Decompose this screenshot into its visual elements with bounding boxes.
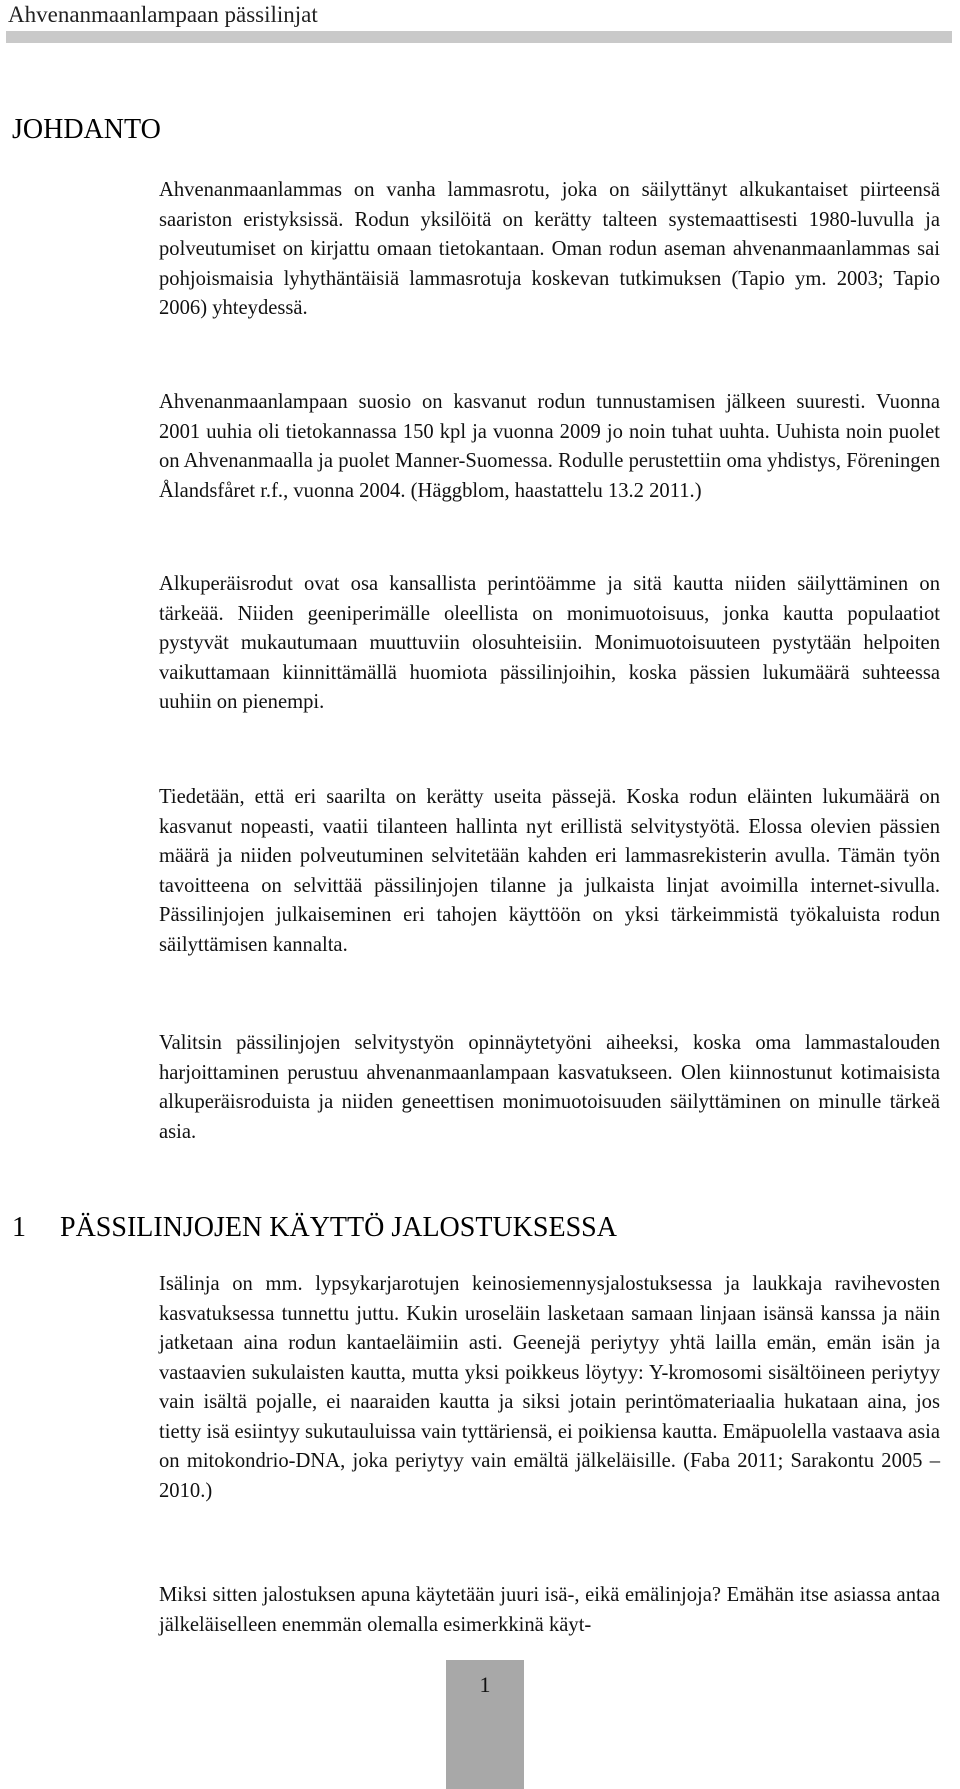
intro-paragraph-5: Valitsin pässilinjojen selvitystyön opinnäytetyöni aiheeksi, koska oma lammastalouden harjoittaminen perustuu ahvenanmaanlampaan kasvatukseen. Olen kiinnostunut kotimaisista alkuperäisroduista ja niiden geneettisen monimuotoisuuden säilyttäminen on minulle tärkeä asia. bbox=[159, 1032, 940, 1143]
page-number-tab bbox=[446, 1660, 524, 1789]
chapter-1-heading bbox=[12, 1212, 617, 1244]
chapter-1-paragraph-2: Miksi sitten jalostuksen apuna käytetään juuri isä-, eikä emälinjoja? Emähän itse asiassa antaa jälkeläiselleen enemmän olemalla esimerkkinä käyt- bbox=[159, 1584, 940, 1636]
chapter-title: PÄSSILINJOJEN KÄYTTÖ JALOSTUKSESSA bbox=[60, 1212, 617, 1243]
section-heading-johdanto: JOHDANTO bbox=[12, 114, 161, 145]
intro-paragraph-2: Ahvenanmaanlampaan suosio on kasvanut rodun tunnustamisen jälkeen suuresti. Vuonna 2001 uuhia oli tietokannassa 150 kpl ja vuonna 2009 jo noin tuhat uuhta. Uuhista noin puolet on Ahvenanmaalla ja puolet Manner-Suomessa. Rodulle perustettiin oma yhdistys, Föreningen Ålandsfåret r.f., vuonna 2004. (Häggblom, haastattelu 13.2 2011.) bbox=[159, 391, 940, 502]
chapter-1-paragraph-1: Isälinja on mm. lypsykarjarotujen keinosiemennysjalostuksessa ja laukkaja ravihevosten kasvatuksessa tunnettu juttu. Kukin uroseläin lasketaan samaan linjaan isänsä kanssa ja näin jatketaan aina rodun kantaeläimiin asti. Geenejä periytyy yhtä lailla emän, emän isän ja vastaavien sukulaisten kautta, mutta yksi poikkeus löytyy: Y-kromosomi sisältöineen periytyy vain isältä pojalle, ei naaraiden kautta ja siksi jotain perintömateriaalia hukataan aina, jos tietty isä esiintyy sukutauluissa vain tyttäriensä, ei poikiensa kautta. Emäpuolella vastaava asia on mitokondrio-DNA, joka periytyy vain emältä jälkeläisille. (Faba 2011; Sarakontu 2005 – 2010.) bbox=[159, 1273, 940, 1502]
intro-paragraph-4: Tiedetään, että eri saarilta on kerätty useita pässejä. Koska rodun eläinten lukumäärä on kasvanut nopeasti, vaatii tilanteen hallinta nyt erillistä selvitystyötä. Elossa olevien pässien määrä ja niiden polveutuminen selvitetään kahden eri lammasrekisterin avulla. Tämän työn tavoitteena on selvittää pässilinjojen tilanne ja julkaista linjat avoimilla internet-sivulla. Pässilinjojen julkaiseminen eri tahojen käyttöön on yksi tärkeimmistä työkaluista rodun säilyttämisen kannalta. bbox=[159, 786, 940, 956]
intro-paragraph-3: Alkuperäisrodut ovat osa kansallista perintöämme ja sitä kautta niiden säilyttäminen on tärkeää. Niiden geeniperimälle oleellista on monimuotoisuus, jonka kautta populaatiot pystyvät mukautumaan muuttuviin olosuhteisiin. Monimuotoisuuteen pystytään helpoiten vaikuttamaan kiinnittämällä huomiota pässilinjoihin, koska pässien lukumäärä suhteessa uuhiin on pienempi. bbox=[159, 573, 940, 713]
intro-paragraph-1: Ahvenanmaanlammas on vanha lammasrotu, joka on säilyttänyt alkukantaiset piirteensä saariston eristyksissä. Rodun yksilöitä on kerätty talteen systemaattisesti 1980-luvulla ja polveutumiset on kirjattu omaan tietokantaan. Oman rodun aseman ahvenanmaanlammas sai pohjoismaisia lyhythäntäisiä lammasrotuja koskevan tutkimuksen (Tapio ym. 2003; Tapio 2006) yhteydessä. bbox=[159, 179, 940, 319]
header-rule bbox=[6, 31, 952, 43]
page-number: 1 bbox=[479, 1672, 491, 1697]
running-header bbox=[6, 0, 952, 44]
chapter-number: 1 bbox=[12, 1212, 26, 1243]
running-title: Ahvenanmaanlampaan pässilinjat bbox=[8, 2, 318, 27]
